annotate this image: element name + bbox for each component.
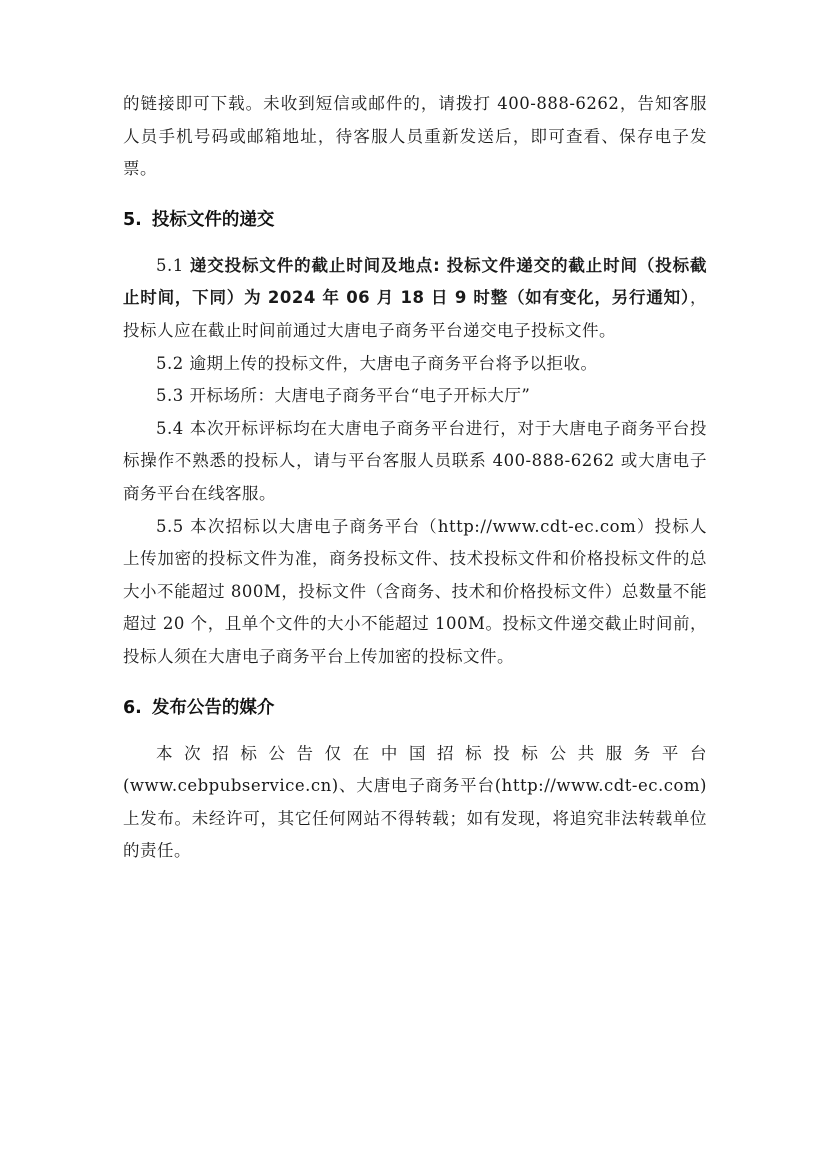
clause-5-1 [123, 250, 707, 348]
section-6-heading [123, 691, 707, 725]
section-6-title: 发布公告的媒介 [151, 697, 275, 718]
clause-5-1-rest-text: ，投标人应在截止时间前通过大唐电子商务平台递交电子投标文件。 [123, 288, 707, 340]
section-5-heading [123, 203, 707, 237]
paragraph-invoice-instructions: 的链接即可下载。未收到短信或邮件的，请拨打 400-888-6262，告知客服人员手机号码或邮箱地址，待客服人员重新发送后，即可查看、保存电子发票。 [123, 94, 707, 179]
clause-5-4: 5.4 本次开标评标均在大唐电子商务平台进行，对于大唐电子商务平台投标操作不熟悉的投标人，请与平台客服人员联系 400-888-6262 或大唐电子商务平台在线客服。 [123, 418, 707, 503]
clause-5-5: 5.5 本次招标以大唐电子商务平台（http://www.cdt-ec.com）投标人上传加密的投标文件为准，商务投标文件、技术投标文件和价格投标文件的总大小不能超过 800M，投标文件（含商务、技术和价格投标文件）总数量不能超过 20 个，且单个文件的大小不能超过 100M。投标文件递交截止时间前，投标人须在大唐电子商务平台上传加密的投标文件。 [123, 516, 707, 666]
section-5-number: 5. [123, 209, 142, 230]
clause-5-1-deadline-bold-text: 递交投标文件的截止时间及地点: 投标文件递交的截止时间（投标截止时间，下同）为 2024 年 06 月 18 日 9 时整（如有变化，另行通知） [123, 255, 707, 308]
clause-5-2: 5.2 逾期上传的投标文件，大唐电子商务平台将予以拒收。 [156, 353, 598, 373]
section-6-number: 6. [123, 697, 142, 718]
clause-5-1-number: 5.1 [156, 255, 190, 275]
paragraph-announcement-media: 本次招标公告仅在中国招标投标公共服务平台(www.cebpubservice.cn)、大唐电子商务平台(http://www.cdt-ec.com)上发布。未经许可，其它任何网站不得转载；如有发现，将追究非法转载单位的责任。 [123, 743, 707, 861]
clause-5-3: 5.3 开标场所：大唐电子商务平台“电子开标大厅” [156, 386, 531, 406]
section-5-title: 投标文件的递交 [151, 209, 275, 230]
